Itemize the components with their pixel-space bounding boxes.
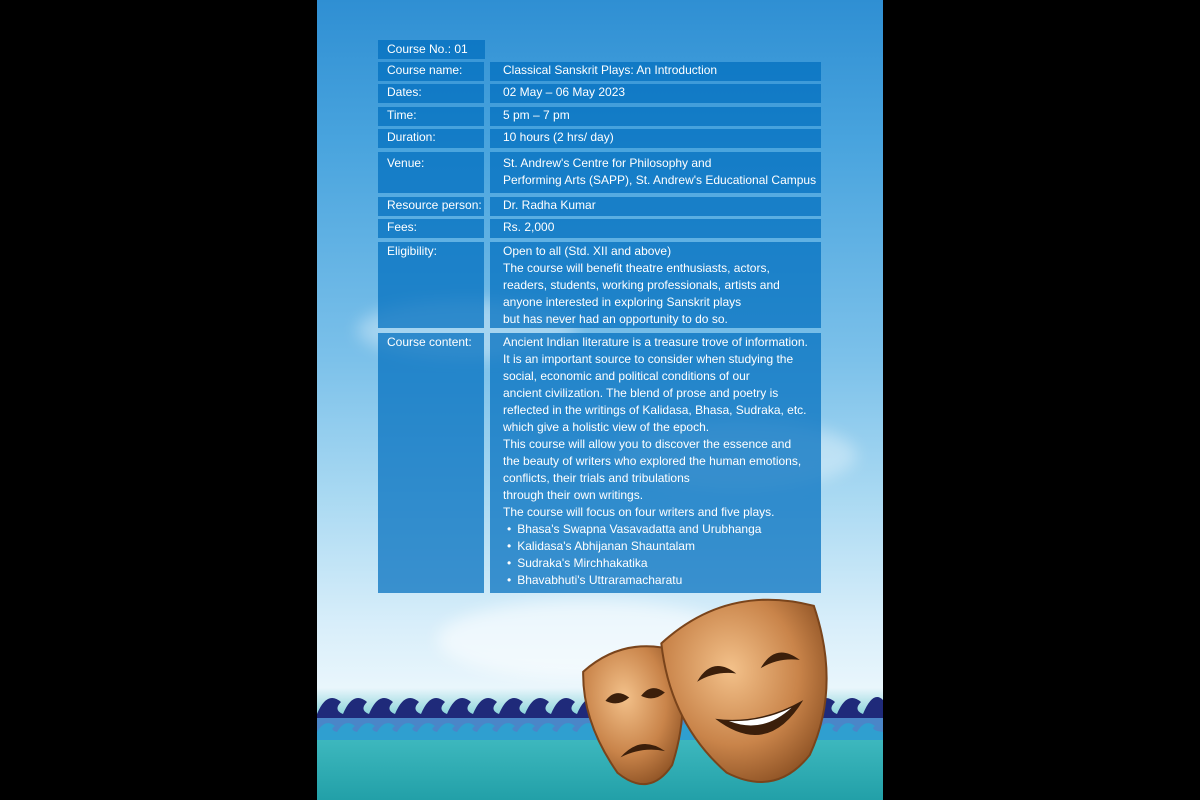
content-line: Ancient Indian literature is a treasure trove of information. [503,335,808,349]
label-time: Time: [378,107,484,126]
plays-list [503,521,821,589]
label-fees: Fees: [378,219,484,238]
content-line: The course will focus on four writers and five plays. [503,505,775,519]
content-line: It is an important source to consider when studying the [503,352,794,366]
content-line: reflected in the writings of Kalidasa, Bhasa, Sudraka, etc. [503,403,807,417]
label-course-name: Course name: [378,62,484,81]
label-resource-person: Resource person: [378,197,484,216]
label-venue: Venue: [378,152,484,193]
theatre-masks-illustration [579,580,839,800]
label-duration: Duration: [378,129,484,148]
list-item: • Sudraka's Mirchhakatika [503,555,821,572]
venue-line: St. Andrew's Centre for Philosophy and [503,156,712,170]
value-dates: 02 May – 06 May 2023 [490,84,821,103]
value-course-name: Classical Sanskrit Plays: An Introduction [490,62,821,81]
eligibility-line: anyone interested in exploring Sanskrit plays [503,295,742,309]
content-line: the beauty of writers who explored the human emotions, [503,454,802,468]
label-course-content: Course content: [378,333,484,593]
content-line: social, economic and political conditions of our [503,369,750,383]
list-item: • Bhavabhuti's Uttraramacharatu [503,572,821,589]
content-line: which give a holistic view of the epoch. [503,420,710,434]
value-eligibility [490,242,821,328]
list-item: • Bhasa's Swapna Vasavadatta and Urubhanga [503,521,821,538]
list-item: • Kalidasa's Abhijanan Shauntalam [503,538,821,555]
content-line: through their own writings. [503,488,644,502]
content-line: This course will allow you to discover the essence and [503,437,792,451]
label-eligibility: Eligibility: [378,242,484,328]
value-venue [490,152,821,193]
eligibility-line: Open to all (Std. XII and above) [503,244,672,258]
value-resource-person: Dr. Radha Kumar [490,197,821,216]
value-course-content [490,333,821,593]
value-time: 5 pm – 7 pm [490,107,821,126]
eligibility-line: readers, students, working professionals, artists and [503,278,780,292]
label-dates: Dates: [378,84,484,103]
comedy-mask [655,587,839,798]
eligibility-line: The course will benefit theatre enthusiasts, actors, [503,261,770,275]
venue-line: Performing Arts (SAPP), St. Andrew's Educational Campus [503,173,817,187]
course-number: Course No.: 01 [378,40,485,59]
eligibility-line: but has never had an opportunity to do so. [503,312,728,326]
content-line: ancient civilization. The blend of prose and poetry is [503,386,779,400]
value-fees: Rs. 2,000 [490,219,821,238]
content-line: conflicts, their trials and tribulations [503,471,690,485]
value-duration: 10 hours (2 hrs/ day) [490,129,821,148]
